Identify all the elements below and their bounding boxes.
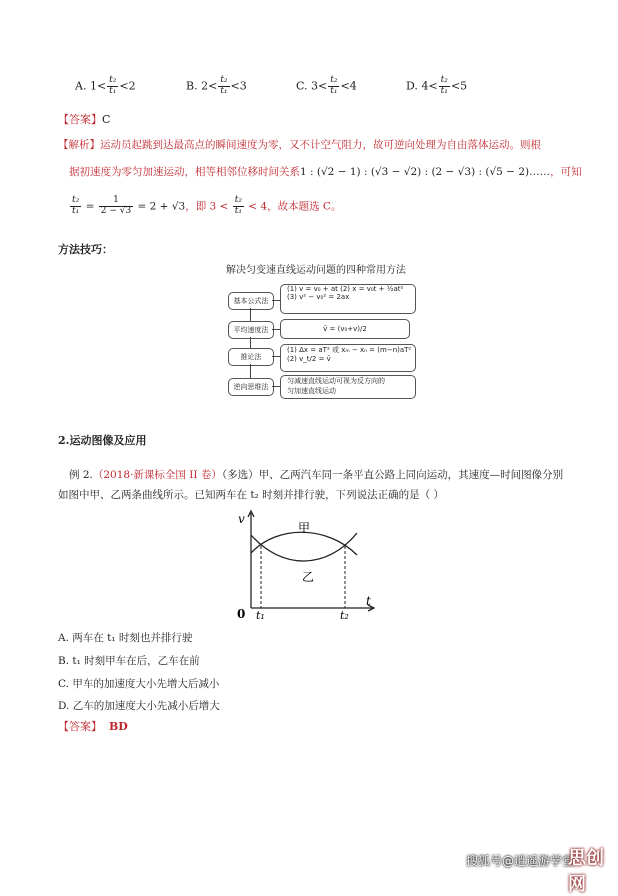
curve-yi [251, 533, 357, 561]
curve-jia-label: 甲 [298, 521, 311, 535]
choice-c: C. 甲车的加速度大小先增大后减小 [58, 678, 220, 690]
option-a: A. 1< $\frac{\text{t₂}}{\text{t₁}}$ <2 [75, 75, 136, 96]
example-label: 例 2. [69, 469, 93, 481]
flow-formula-average: v̄ = (v₀+v)/2 [280, 319, 410, 339]
example-source: （2018·新课标全国 II 卷） [92, 469, 222, 481]
curve-yi-label: 乙 [302, 570, 315, 584]
analysis-line-3: $\frac{\text{t₂}}{\text{t₁}}$ = $\frac{1}{2 - √3}$ = 2 + √3，即 3 < $\frac{\text{t₂}}{\text{t₁}}$ < 4，故本题选 C。 [72, 195, 342, 216]
x-axis-label: t [366, 594, 371, 608]
flow-step-reverse: 逆向思维法 [228, 378, 274, 396]
flow-step-basic: 基本公式法 [228, 292, 274, 310]
watermark-text: 搜狐号@逍遥游学堂 [466, 854, 575, 868]
t2-label: t₂ [340, 609, 349, 622]
option-label: B. [186, 79, 198, 93]
flow-connector [272, 300, 280, 301]
answer-value: C [102, 113, 111, 126]
flow-connector [272, 329, 280, 330]
option-b: B. 2< $\frac{\text{t₂}}{\text{t₁}}$ <3 [186, 75, 247, 96]
flow-formula-basic: (1) v = v₀ + at (2) x = v₀t + ½at² (3) v² − v₀² = 2ax [280, 284, 416, 314]
fraction: $\frac{\text{t₂}}{\text{t₁}}$ [330, 75, 338, 96]
fraction: $\frac{\text{t₂}}{\text{t₁}}$ [72, 195, 80, 216]
flow-connector [250, 308, 251, 321]
answer-tag: 【答案】 [58, 113, 102, 126]
option-label: D. [406, 79, 418, 93]
y-axis-label: v [238, 512, 245, 526]
analysis-line-2: 据初速度为零匀加速运动，相等相邻位移时间关系1 : (√2 − 1) : (√3 − √2) : (2 − √3) : (√5 − 2)……，可知 [69, 166, 582, 178]
answer-2 [58, 718, 128, 734]
fraction: $\frac{\text{t₂}}{\text{t₁}}$ [109, 75, 117, 96]
watermark-logo: 思创网 [568, 848, 604, 895]
fraction: $\frac{\text{t₂}}{\text{t₁}}$ [440, 75, 448, 96]
flow-formula-reverse: 匀减速直线运动可视为反方向的 匀加速直线运动 [280, 375, 416, 399]
fraction: $\frac{1}{2 - √3}$ [100, 195, 132, 216]
flow-formula-corollary: (1) Δx = aT² 或 xₘ − xₙ = (m−n)aT² (2) v_t/2 = v̄ [280, 344, 416, 372]
answer-tag: 【答案】 [58, 720, 102, 733]
curve-jia [251, 532, 357, 555]
answer-1 [58, 111, 110, 127]
option-label: A. [75, 79, 87, 93]
flow-connector [250, 364, 251, 378]
flow-connector [272, 386, 280, 387]
fraction: $\frac{\text{t₂}}{\text{t₁}}$ [234, 195, 242, 216]
example-line-2: 如图中甲、乙两条曲线所示。已知两车在 t₂ 时刻并排行驶，下列说法正确的是（ ） [58, 489, 444, 501]
analysis-line-1: 【解析】运动员起跳到达最高点的瞬间速度为零，又不计空气阻力，故可逆向处理为自由落体运动。则根 [58, 139, 541, 151]
flow-connector [272, 356, 280, 357]
option-label: C. [296, 79, 308, 93]
option-c: C. 3< $\frac{\text{t₂}}{\text{t₁}}$ <4 [296, 75, 357, 96]
option-d: D. 4< $\frac{\text{t₂}}{\text{t₁}}$ <5 [406, 75, 468, 96]
flow-connector [250, 337, 251, 348]
fraction: $\frac{\text{t₂}}{\text{t₁}}$ [220, 75, 228, 96]
example-line-1: 例 2.（2018·新课标全国 II 卷）（多选）甲、乙两汽车同一条平直公路上同向运动，其速度—时间图像分别 [69, 469, 564, 481]
answer-value: BD [109, 720, 128, 733]
analysis-tag: 【解析】 [58, 139, 100, 151]
choice-d: D. 乙车的加速度大小先减小后增大 [58, 700, 220, 712]
origin-label: 0 [237, 607, 246, 621]
t1-label: t₁ [256, 609, 265, 622]
section-heading: 2.运动图像及应用 [58, 434, 147, 447]
choice-b: B. t₁ 时刻甲车在后，乙车在前 [58, 655, 200, 667]
velocity-time-graph [232, 505, 382, 623]
method-heading: 方法技巧： [58, 243, 113, 256]
flow-step-average: 平均速度法 [228, 321, 274, 339]
choice-a: A. 两车在 t₁ 时刻也并排行驶 [58, 632, 193, 644]
flowchart-title: 解决匀变速直线运动问题的四种常用方法 [226, 265, 406, 276]
flow-step-corollary: 推论法 [228, 348, 274, 366]
sequence-math: 1 : (√2 − 1) : (√3 − √2) : (2 − √3) : (√5 − 2)…… [300, 166, 551, 178]
